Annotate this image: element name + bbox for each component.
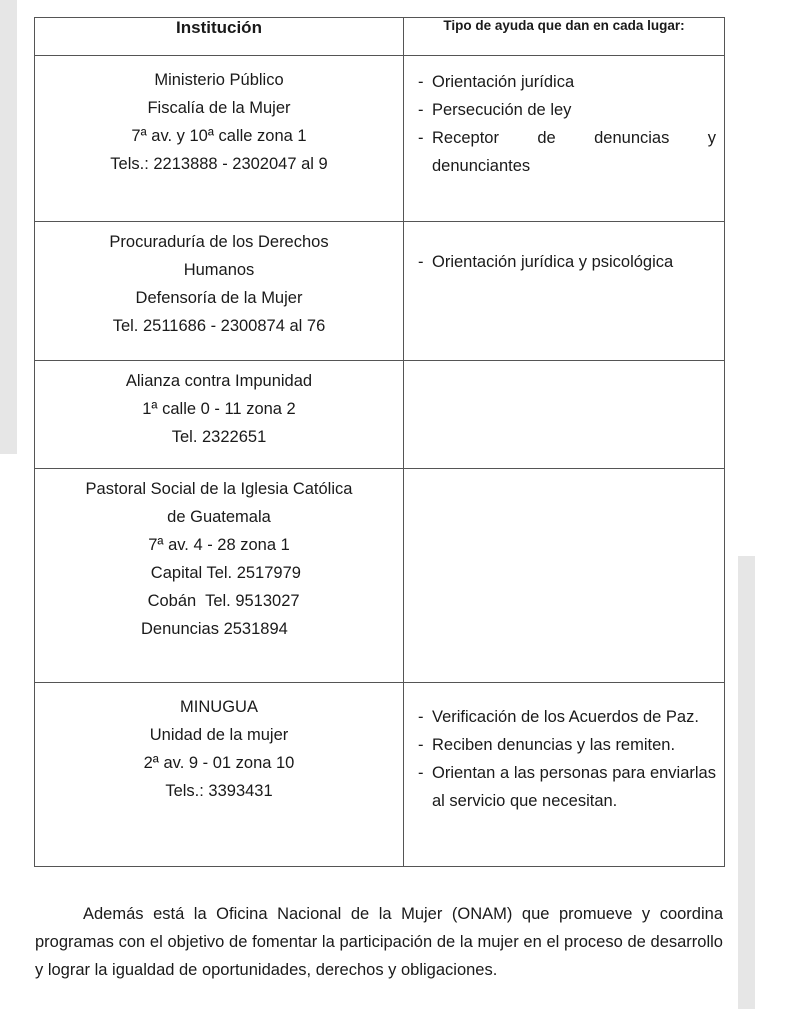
help-item: - Reciben denuncias y las remiten. (418, 731, 716, 759)
table-row (35, 361, 725, 469)
help-item: - Verificación de los Acuerdos de Paz. (418, 703, 716, 731)
table-row (35, 56, 725, 222)
help-cell (404, 56, 725, 222)
header-institution: Institución (35, 18, 404, 56)
institution-line: Capital Tel. 2517979 (137, 564, 301, 582)
institution-cell (35, 469, 404, 683)
help-item: - Orientación jurídica y psicológica (418, 248, 716, 276)
institution-line: Procuraduría de los Derechos (109, 233, 329, 251)
institution-line: Denuncias 2531894 (141, 620, 297, 638)
help-cell-empty (404, 469, 725, 683)
header-help-type: Tipo de ayuda que dan en cada lugar: (404, 18, 725, 56)
institution-line: Ministerio Público (154, 71, 284, 89)
help-item: - Orientan a las personas para enviarlas al servicio que necesitan. (418, 759, 716, 815)
institution-line: Tel. 2511686 - 2300874 al 76 (112, 317, 326, 335)
institution-line: Unidad de la mujer (149, 726, 289, 744)
institution-line: Tel. 2322651 (171, 428, 267, 446)
help-cell (404, 683, 725, 867)
help-cell-empty (404, 361, 725, 469)
institution-line: de Guatemala (167, 508, 271, 526)
institution-line: MINUGUA (180, 698, 258, 716)
institution-line: Defensoría de la Mujer (135, 289, 303, 307)
right-margin-bar (738, 556, 755, 1009)
institution-line: Tels.: 3393431 (165, 782, 273, 800)
left-margin-bar (0, 0, 17, 454)
institution-cell (35, 222, 404, 361)
institution-line: Tels.: 2213888 - 2302047 al 9 (110, 155, 328, 173)
body-paragraph: Además está la Oficina Nacional de la Mujer (ONAM) que promueve y coordina programas con el objetivo de fomentar la participación de la mujer en el proceso de desarrollo y lograr la igualdad de oportunidades, derechos y obligaciones. (35, 905, 723, 979)
table-row (35, 222, 725, 361)
institution-line: Pastoral Social de la Iglesia Católica (85, 480, 353, 498)
institution-line: 7ª av. 4 - 28 zona 1 (148, 536, 290, 554)
institution-line: Fiscalía de la Mujer (147, 99, 291, 117)
table-row (35, 683, 725, 867)
institutions-table (34, 17, 725, 867)
table-row (35, 469, 725, 683)
help-cell (404, 222, 725, 361)
institution-line: 2ª av. 9 - 01 zona 10 (143, 754, 295, 772)
help-item: - Receptor de denuncias y denunciantes (418, 124, 716, 180)
institution-line: Cobán Tel. 9513027 (138, 592, 300, 610)
help-item: - Orientación jurídica (418, 68, 716, 96)
help-item: - Persecución de ley (418, 96, 716, 124)
table-header-row (35, 18, 725, 56)
institution-cell (35, 361, 404, 469)
institution-line: 1ª calle 0 - 11 zona 2 (142, 400, 296, 418)
institution-line: 7ª av. y 10ª calle zona 1 (131, 127, 307, 145)
institution-line: Humanos (183, 261, 255, 279)
institution-cell (35, 56, 404, 222)
institution-cell (35, 683, 404, 867)
institution-line: Alianza contra Impunidad (125, 372, 313, 390)
